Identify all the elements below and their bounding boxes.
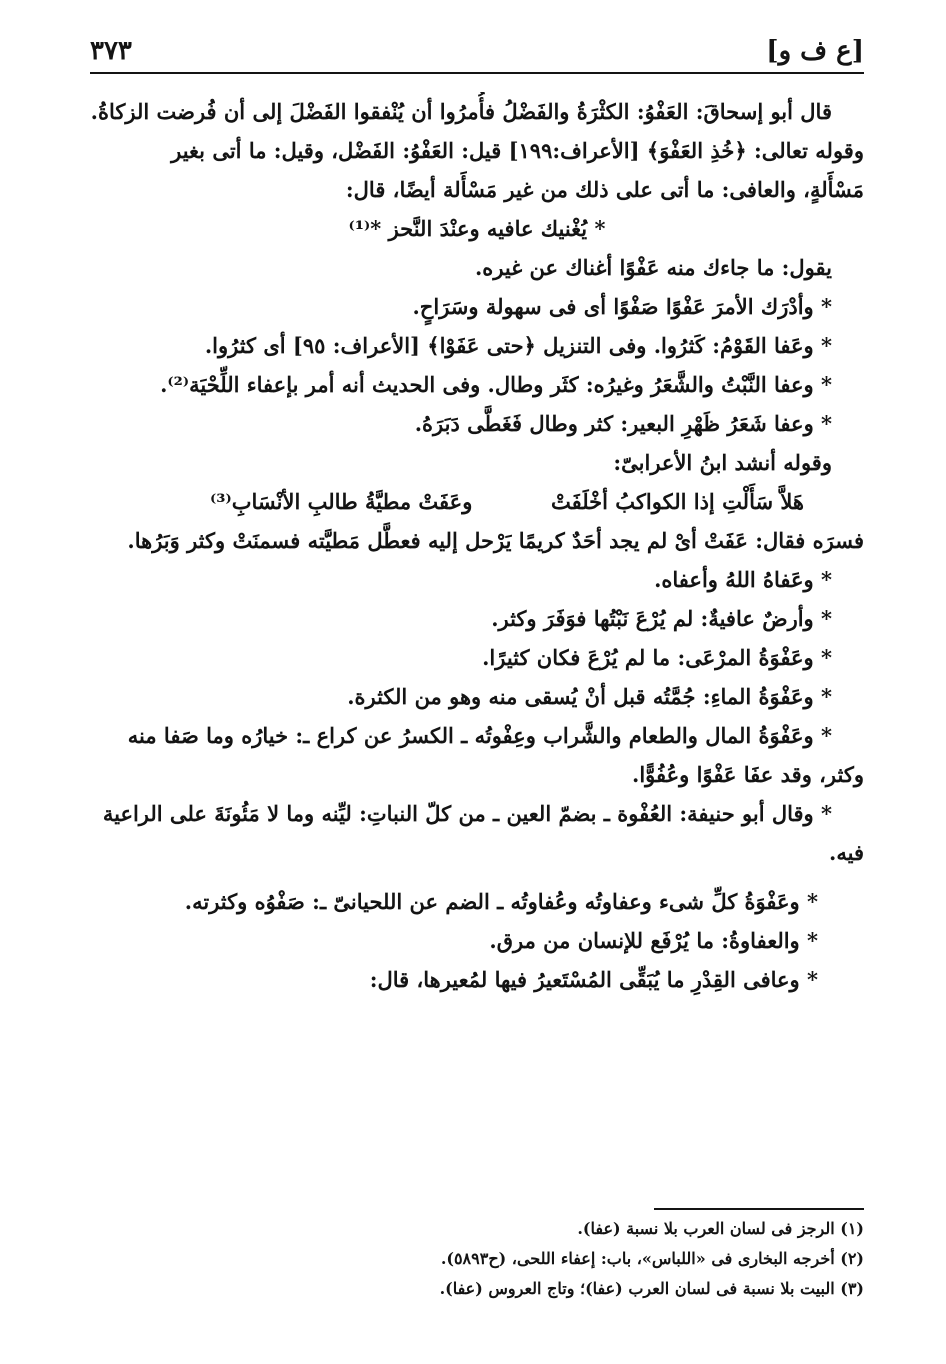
text-line: * وعَفْوَةُ المرْعَى: ما لم يُرْعَ فكان كثيرًا. <box>482 645 832 670</box>
verse-hemistich-1: هَلاَّ سَأَلْتِ إذا الكواكبُ أخْلَفَتْ <box>550 489 804 514</box>
footnote: (٢) أخرجه البخارى فى «اللباس»، باب: إعفاء اللحى، (ح٥٨٩٣). <box>440 1249 864 1268</box>
footnote: (٣) البيت بلا نسبة فى لسان العرب (عفا)؛ وتاج العروس (عفا). <box>439 1279 864 1298</box>
text-line: * وعفا النَّبْتُ والشَّعَرُ وغيرُه: كثَر وطال. وفى الحديث أنه أمر بإعفاء اللِّحْيَة⁽²⁾. <box>160 372 832 397</box>
page-header <box>90 28 864 74</box>
text-line: يقول: ما جاءك منه عَفْوًا أغناك عن غيره. <box>475 255 832 280</box>
text-line: وقوله تعالى: ﴿خُذِ العَفْوَ﴾ [الأعراف:١٩٩] قيل: العَفْوُ: الفَضْل، وقيل: ما أتى بغير <box>171 138 864 163</box>
text-line: قال أبو إسحاقَ: العَفْوُ: الكثْرَةُ والفَضْلُ فأُمرُوا أن يُنْفقوا الفَضْلَ إلى أن فُرضت الزكاةُ. <box>90 99 832 124</box>
footnotes <box>70 1208 864 1304</box>
verse-hemistich-2: وعَفَتْ مطيَّةُ طالبِ الأنْسَابِ⁽³⁾ <box>210 489 473 514</box>
text-line: * وعفا شَعَرُ ظَهْرِ البعير: كثر وطال فَغَطَّى دَبَرَهُ. <box>414 411 832 436</box>
footnote: (١) الرجز فى لسان العرب بلا نسبة (عفا). <box>577 1219 864 1238</box>
text-line: مَسْأَلةٍ، والعافى: ما أتى على ذلك من غير مَسْأَلة أيضًا، قال: <box>345 177 864 202</box>
text-line: * وقال أبو حنيفة: العُفْوة ـ بضمّ العين ـ من كلّ النباتِ: ليِّنه وما لا مَئُونَةَ على الراعية <box>102 801 832 826</box>
page-number: ٣٧٣ <box>90 36 132 66</box>
text-line: * وعَفْوَةُ كلِّ شىء وعفاوتُه وعُفاوتُه ـ الضم عن اللحيانىّ ـ: صَفْوُه وكثرته. <box>184 889 818 914</box>
text-line: * وأدْرَك الأمرَ عَفْوًا صَفْوًا أى فى سهولة وسَرَاحٍ. <box>412 294 832 319</box>
text-line: * يُغْنيك عافيه وعنْدَ النَّحز *⁽¹⁾ <box>348 216 606 241</box>
text-line: * وعَفْوَةُ الماءِ: جُمَّتُه قبل أنْ يُسقى منه وهو من الكثرة. <box>347 684 832 709</box>
text-line: * وعَفاهُ اللهُ وأعفاه. <box>654 567 832 592</box>
text-line: فيه. <box>829 840 864 865</box>
text-line: وكثر، وقد عفَا عَفْوًا وعُفُوًّا. <box>632 762 864 787</box>
verse <box>90 482 864 521</box>
section-label: [ع ف و] <box>766 36 864 66</box>
header-rule <box>90 72 864 74</box>
text-line: * وعافى القِدْرِ ما يُبَقِّى المُسْتَعيرُ فيها لمُعيرها، قال: <box>369 967 818 992</box>
footnote-rule <box>654 1208 864 1210</box>
text-line: * وأرضٌ عافيةٌ: لم يُرْعَ نَبْتُها فوَفَرَ وكثر. <box>491 606 832 631</box>
text-line: فسرَه فقال: عَفَتْ أىْ لم يجد أحَدٌ كريمًا يَرْحل إليه فعطَّل مَطيَّته فسمنَتْ وكثر وَبَرُها. <box>127 528 864 553</box>
text-line: * وعَفْوَةُ المال والطعام والشَّراب وعِفْوتُه ـ الكسرُ عن كراع ـ: خيارُه وما صَفا منه <box>127 723 832 748</box>
text-line: * والعفاوةُ: ما يُرْفَع للإنسان من مرق. <box>489 928 818 953</box>
text-line: وقوله أنشد ابنُ الأعرابىّ: <box>613 450 832 475</box>
text-line: * وعَفا القَوْمُ: كَثرُوا. وفى التنزيل ﴿حتى عَفَوْا﴾ [الأعراف: ٩٥] أى كثرُوا. <box>204 333 832 358</box>
main-text <box>90 92 864 999</box>
